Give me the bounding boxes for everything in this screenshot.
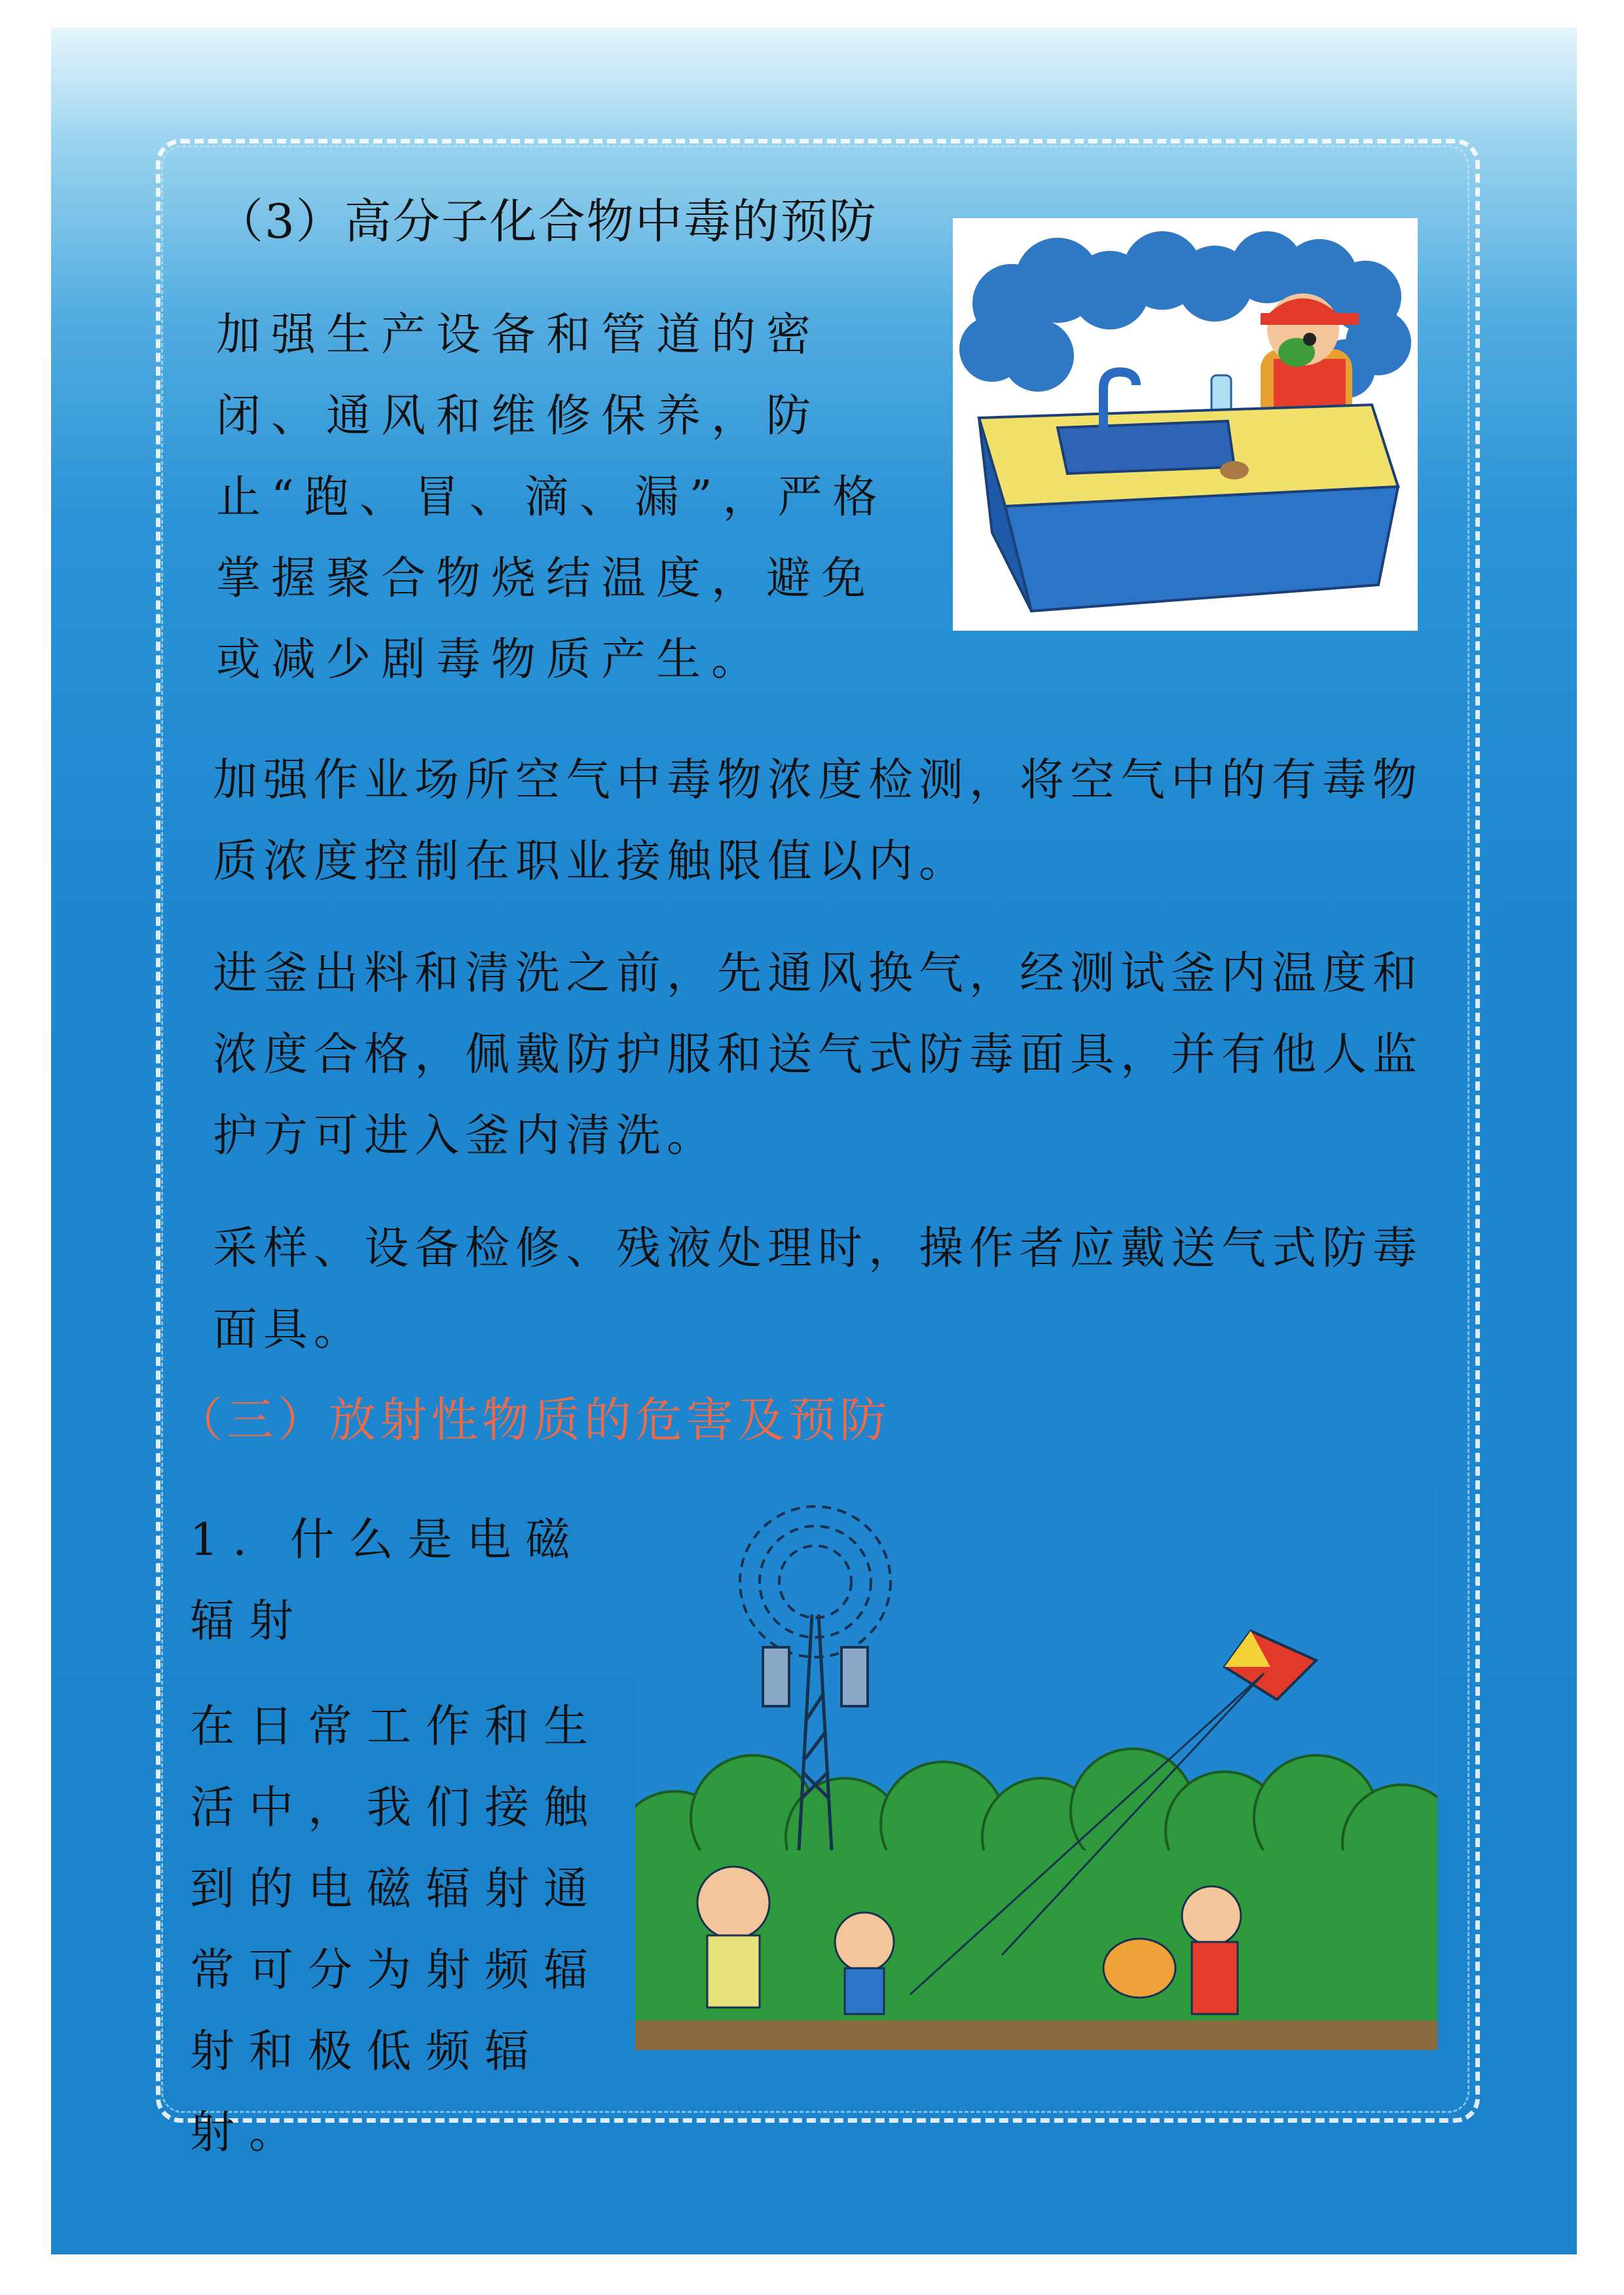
paragraph-sealing: 加强生产设备和管道的密闭、通风和维修保养，防止“跑、冒、滴、漏”，严格掌握聚合物烧结温度，避免或减少剧毒物质产生。 — [216, 309, 888, 686]
illustration-tower-kite — [635, 1483, 1437, 2050]
paragraph-detection: 加强作业场所空气中毒物浓度检测，将空气中的有毒物质浓度控制在职业接触限值以内。 — [213, 755, 1424, 887]
paragraph-sampling: 采样、设备检修、残液处理时，操作者应戴送气式防毒面具。 — [213, 1223, 1424, 1356]
paragraph-em-radiation: 在日常工作和生活中，我们接触到的电磁辐射通常可分为射频辐射和极低频辐射。 — [190, 1701, 603, 2159]
subsection-heading: （3）高分子化合物中毒的预防 — [216, 194, 877, 249]
subheading-em-radiation: 1. 什么是电磁辐射 — [190, 1514, 585, 1647]
illustration-sink-worker — [953, 218, 1418, 631]
section-heading-radiation: （三）放射性物质的危害及预防 — [175, 1392, 891, 1447]
paragraph-cleaning: 进釜出料和清洗之前，先通风换气，经测试釜内温度和浓度合格，佩戴防护服和送气式防毒面具，并有他人监护方可进入釜内清洗。 — [213, 948, 1424, 1162]
